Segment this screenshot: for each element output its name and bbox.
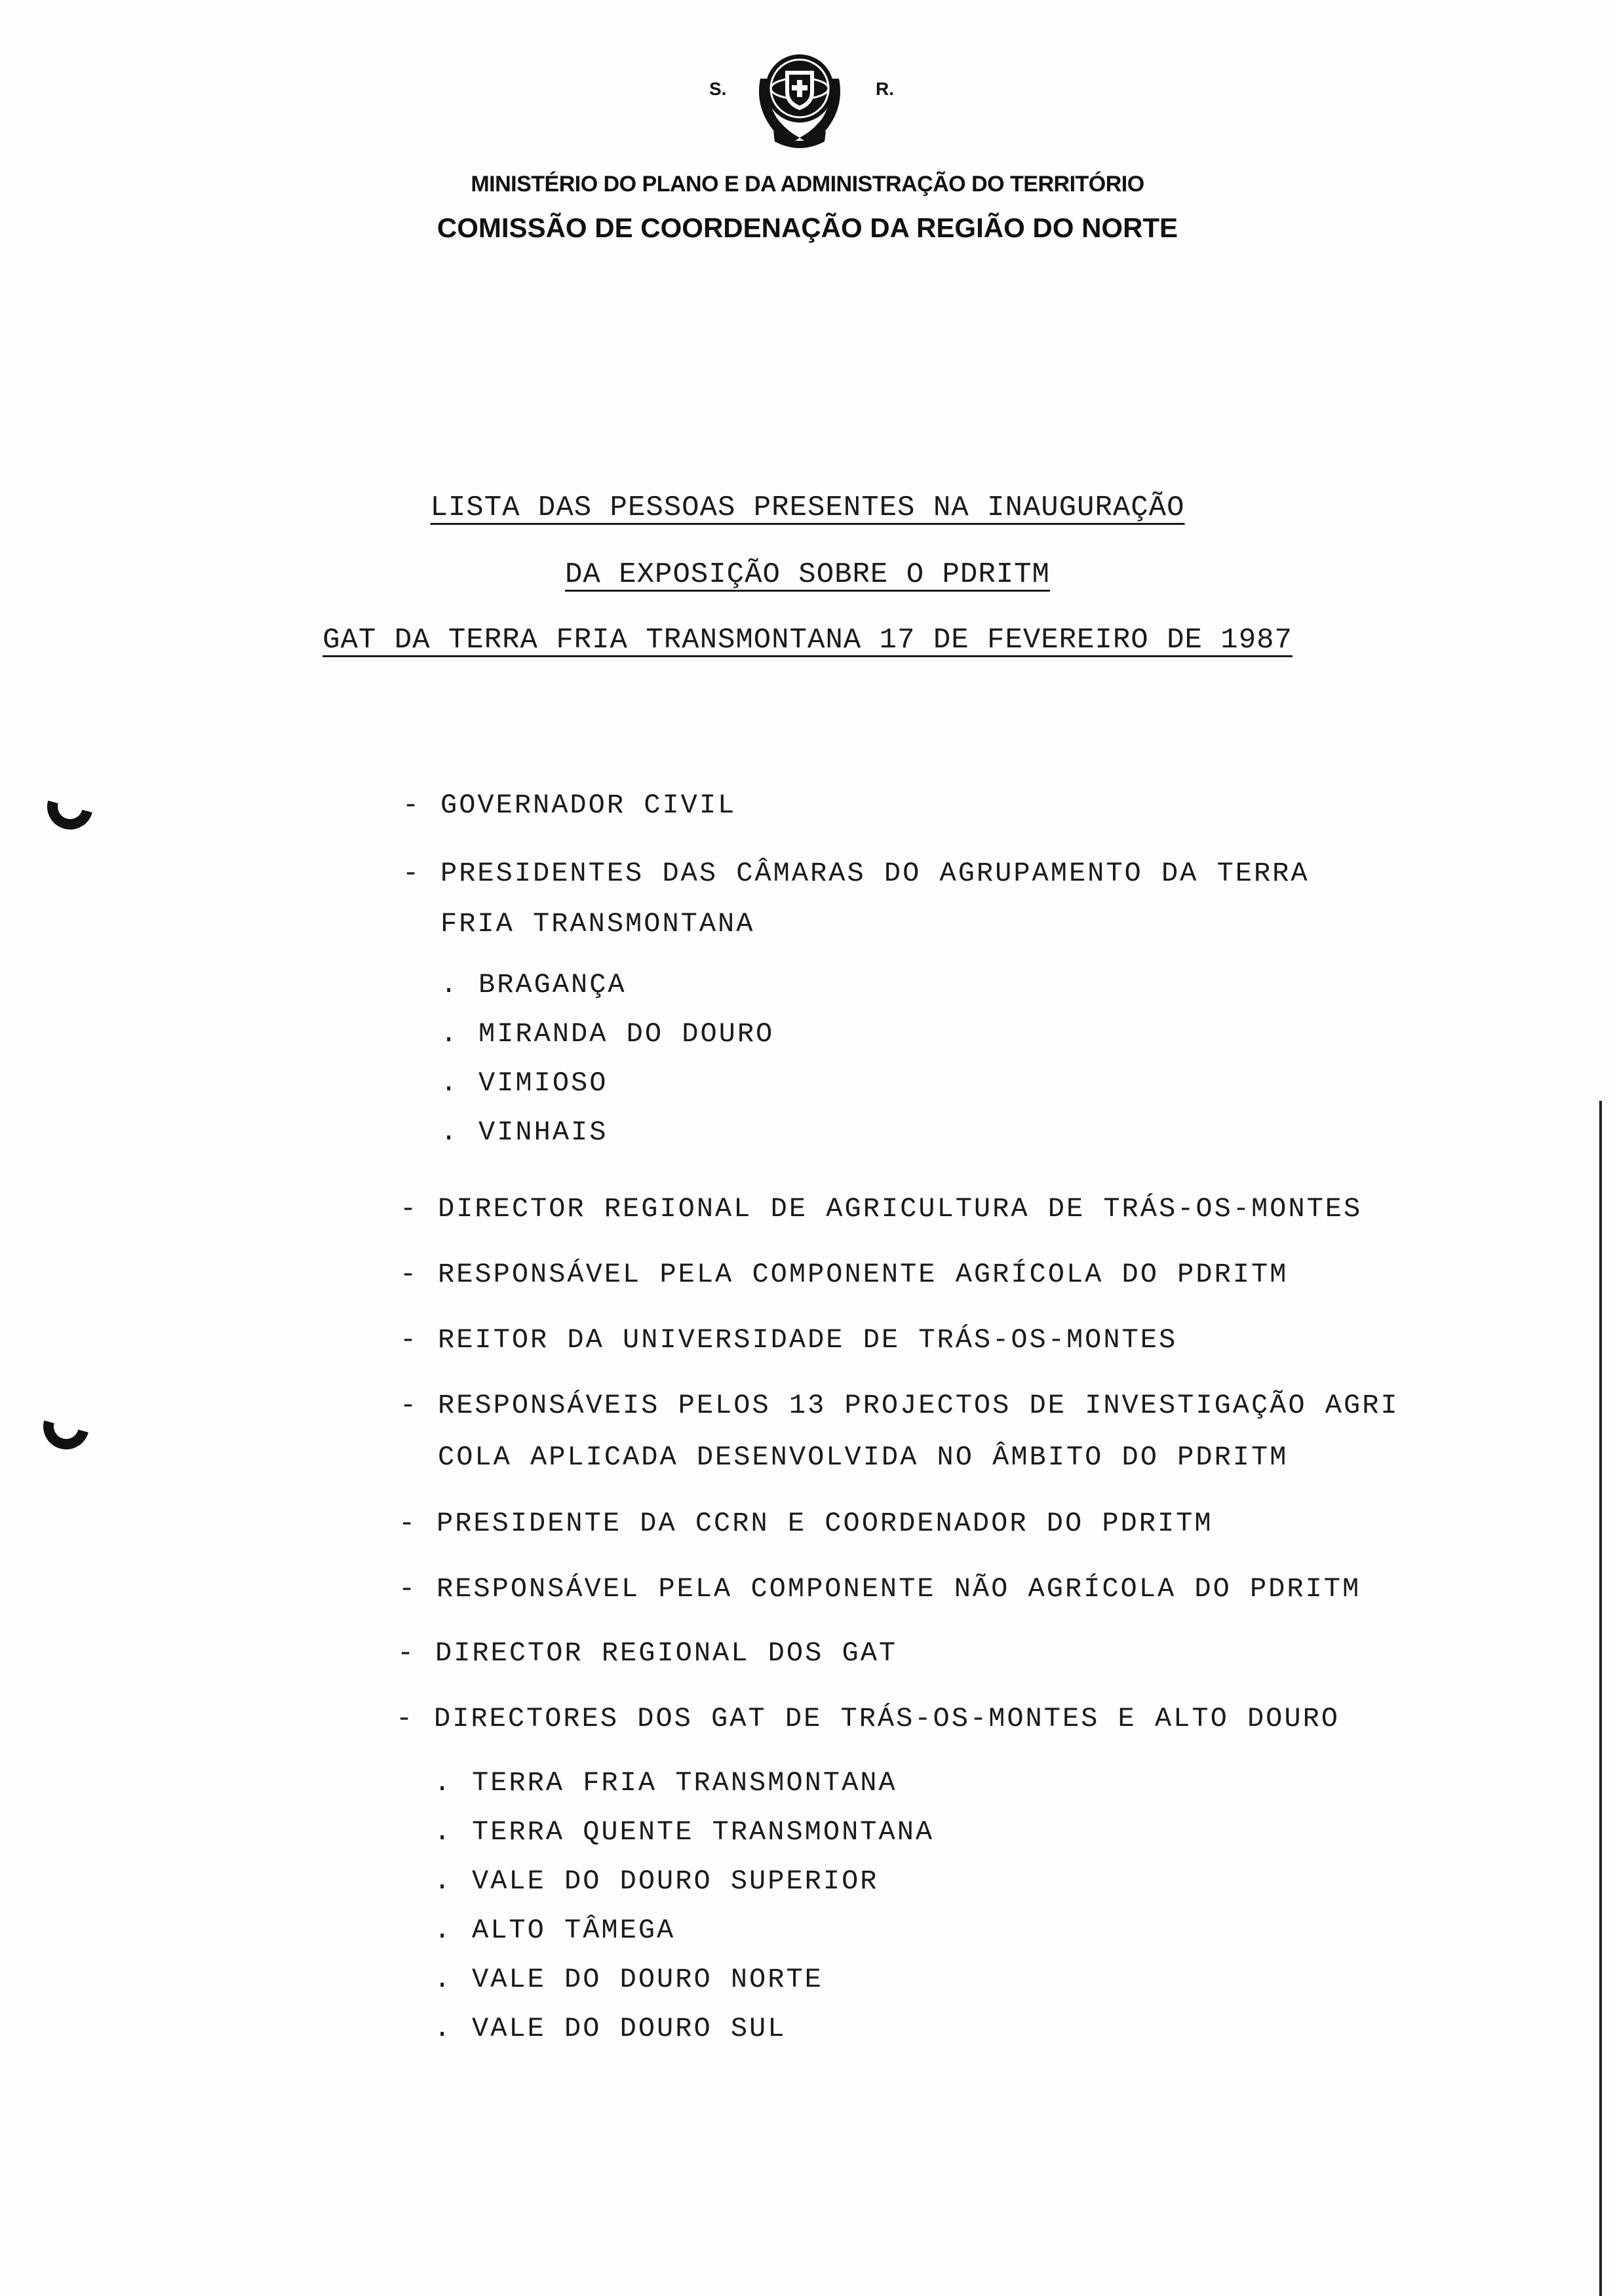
sub-list-item: . VALE DO DOURO NORTE <box>434 1964 823 1995</box>
sub-list-item: . VALE DO DOURO SUPERIOR <box>434 1866 879 1897</box>
sub-list-item: . MIRANDA DO DOURO <box>440 1018 775 1050</box>
list-item: - DIRECTOR REGIONAL DE AGRICULTURA DE TRÁS-OS-MONTES <box>400 1193 1363 1225</box>
sub-list-item: . ALTO TÂMEGA <box>434 1915 676 1946</box>
sub-list-item-text: VIMIOSO <box>478 1067 608 1099</box>
sub-list-item-text: VINHAIS <box>478 1117 608 1148</box>
list-item-continuation: COLA APLICADA DESENVOLVIDA NO ÂMBITO DO PDRITM <box>438 1442 1289 1473</box>
list-item: - RESPONSÁVEIS PELOS 13 PROJECTOS DE INVESTIGAÇÃO AGRI <box>400 1390 1399 1421</box>
punch-hole-top <box>39 775 102 838</box>
list-item-text: GOVERNADOR CIVIL <box>440 790 737 821</box>
letterhead-emblem-row <box>0 39 1615 151</box>
list-item: - PRESIDENTE DA CCRN E COORDENADOR DO PDRITM <box>399 1508 1213 1539</box>
list-item: - DIRECTOR REGIONAL DOS GAT <box>397 1637 898 1669</box>
list-item-text: REITOR DA UNIVERSIDADE DE TRÁS-OS-MONTES <box>438 1324 1178 1356</box>
title-line-2-text: DA EXPOSIÇÃO SOBRE O PDRITM <box>565 558 1050 591</box>
letterhead-initial-r: R. <box>876 79 894 99</box>
scan-edge-line <box>1599 1101 1602 2296</box>
list-item: - REITOR DA UNIVERSIDADE DE TRÁS-OS-MONTES <box>400 1324 1178 1356</box>
letterhead-initial-s: S. <box>709 79 727 99</box>
title-line-3-text: GAT DA TERRA FRIA TRANSMONTANA 17 DE FEVEREIRO DE 1987 <box>322 624 1293 657</box>
sub-list-item: . VINHAIS <box>440 1117 608 1148</box>
coat-of-arms-icon <box>747 39 852 151</box>
sub-list-item: . TERRA QUENTE TRANSMONTANA <box>434 1816 935 1848</box>
list-item-text: PRESIDENTES DAS CÂMARAS DO AGRUPAMENTO DA TERRA <box>440 858 1310 889</box>
list-item-text: RESPONSÁVEL PELA COMPONENTE AGRÍCOLA DO PDRITM <box>438 1259 1289 1290</box>
sub-list-item-text: VALE DO DOURO SUL <box>472 2013 787 2044</box>
list-item-text: PRESIDENTE DA CCRN E COORDENADOR DO PDRITM <box>437 1508 1213 1539</box>
list-item: - GOVERNADOR CIVIL <box>402 790 737 821</box>
ministry-name: MINISTÉRIO DO PLANO E DA ADMINISTRAÇÃO DO TERRITÓRIO <box>471 172 1144 197</box>
sub-list-item-text: BRAGANÇA <box>478 969 627 1001</box>
sub-list-item: . TERRA FRIA TRANSMONTANA <box>434 1767 897 1799</box>
title-line-2 <box>0 558 1615 591</box>
list-item-continuation: FRIA TRANSMONTANA <box>440 908 755 940</box>
sub-list-item: . VIMIOSO <box>440 1067 608 1099</box>
list-item-text: RESPONSÁVEIS PELOS 13 PROJECTOS DE INVESTIGAÇÃO AGRI <box>438 1390 1399 1421</box>
sub-list-item-text: TERRA QUENTE TRANSMONTANA <box>472 1816 935 1848</box>
list-item: - RESPONSÁVEL PELA COMPONENTE AGRÍCOLA DO PDRITM <box>400 1259 1289 1290</box>
sub-list-item-text: ALTO TÂMEGA <box>472 1915 676 1946</box>
sub-list-item-text: VALE DO DOURO SUPERIOR <box>472 1866 879 1897</box>
list-item-text: DIRECTOR REGIONAL DE AGRICULTURA DE TRÁS-OS-MONTES <box>438 1193 1363 1225</box>
list-item: - DIRECTORES DOS GAT DE TRÁS-OS-MONTES E ALTO DOURO <box>396 1703 1340 1734</box>
title-line-1 <box>0 491 1615 524</box>
list-item: - RESPONSÁVEL PELA COMPONENTE NÃO AGRÍCOLA DO PDRITM <box>399 1573 1361 1605</box>
sub-list-item: . BRAGANÇA <box>440 969 627 1001</box>
list-item: - PRESIDENTES DAS CÂMARAS DO AGRUPAMENTO DA TERRA <box>402 858 1310 889</box>
list-item-text: DIRECTOR REGIONAL DOS GAT <box>435 1637 898 1669</box>
sub-list-item-text: TERRA FRIA TRANSMONTANA <box>472 1767 897 1799</box>
commission-name: COMISSÃO DE COORDENAÇÃO DA REGIÃO DO NORTE <box>437 212 1178 243</box>
title-line-3 <box>0 624 1615 657</box>
sub-list-item: . VALE DO DOURO SUL <box>434 2013 787 2044</box>
list-item-text: DIRECTORES DOS GAT DE TRÁS-OS-MONTES E ALTO DOURO <box>434 1703 1340 1734</box>
sub-list-item-text: MIRANDA DO DOURO <box>478 1018 775 1050</box>
list-item-text: RESPONSÁVEL PELA COMPONENTE NÃO AGRÍCOLA DO PDRITM <box>437 1573 1361 1605</box>
title-line-1-text: LISTA DAS PESSOAS PRESENTES NA INAUGURAÇÃO <box>430 491 1185 524</box>
sub-list-item-text: VALE DO DOURO NORTE <box>472 1964 823 1995</box>
punch-hole-bottom <box>35 1395 98 1458</box>
